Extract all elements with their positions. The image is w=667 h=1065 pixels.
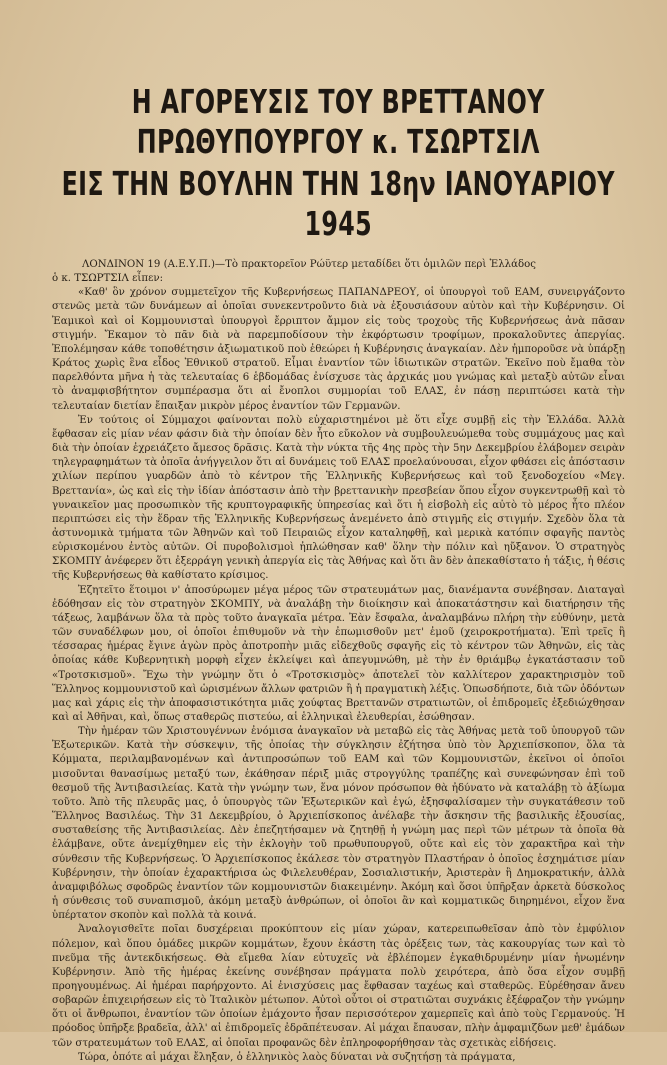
paragraph: Τώρα, ὁπότε αἱ μάχαι ἔληξαν, ὁ ἑλληνικὸς λαὸς δύναται νὰ συζητήσῃ τὰ πράγματα, [78, 1051, 516, 1063]
paragraph: «Καθ' ὃν χρόνον συμμετεῖχον τῆς Κυβερνήσεως ΠΑΠΑΝΔΡΕΟΥ, οἱ ὑπουργοὶ τοῦ ΕΑΜ, συνειργάζοντο στενῶς μετὰ τῶν δυνάμεων αἱ ὁποῖαι συνεκεντροῦντο διὰ νὰ ἐξουσιάσουν αὐτὸν καὶ τὴν Κυβέρνησιν. Οἱ Ἐαμικοὶ καὶ οἱ Κομμουνισταὶ ὑπουργοὶ ἔρριπτον ἄμμον εἰς τοὺς τροχοὺς τῆς Κυβερνήσεως ἀνὰ πᾶσαν στιγμήν. Ἔκαμον τὸ πᾶν διὰ νὰ παρεμποδίσουν τὴν ἐκφόρτωσιν τροφίμων, προκαλοῦντες ἀπεργίας. Ἐπολέμησαν κάθε τοποθέτησιν ἀξιωματικοῦ ποὺ ἐθεώρει ἡ Κυβέρνησις ἀναγκαίαν. Δὲν ἠμποροῦσε νὰ ὑπάρξῃ Κράτος χωρὶς ἓνα εἶδος Ἐθνικοῦ στρατοῦ. Εἶμαι ἐναντίον τῶν ἰδιωτικῶν στρατῶν. Ἐκεῖνο ποὺ ἔμαθα τὸν παρελθόντα μῆνα ἡ τὰς τελευταίας 6 ἑβδομάδας ἐνίσχυσε τὰς ἀρχικάς μου γνώμας καὶ μεταξὺ αὐτῶν εἶναι τὸ ἀναμφισβήτητον συμπέρασμα ὅτι αἱ ἔνοπλοι συμμορίαι τοῦ ΕΛΑΣ, ἐν πάσῃ περιπτώσει κατὰ τὴν τελευταίαν διετίαν ἔπαιξαν μικρὸν μέρος ἐναντίον τῶν Γερμανῶν. [52, 287, 625, 412]
byline: ὁ κ. ΤΣΩΡΤΣΙΛ εἶπεν: [52, 273, 164, 285]
headline-line-2: ΕΙΣ ΤΗΝ ΒΟΥΛΗΝ ΤΗΝ 18ην ΙΑΝΟΥΑΡΙΟΥ 1945 [61, 164, 616, 243]
paragraph: Τὴν ἡμέραν τῶν Χριστουγέννων ἐνόμισα ἀναγκαῖον νὰ μεταβῶ εἰς τὰς Ἀθήνας μετὰ τοῦ ὑπουργοῦ τῶν Ἐξωτερικῶν. Κατὰ τὴν σύσκεψιν, τῆς ὁποίας τὴν σύγκλησιν ἐζήτησα ὑπὸ τὸν Ἀρχιεπίσκοπον, ὅλα τὰ Κόμματα, περιλαμβανομένων καὶ ἀντιπροσώπων τοῦ ΕΑΜ καὶ τῶν Κομμουνιστῶν, ἐκεῖνοι οἱ ὁποῖοι μισοῦνται θανασίμως μεταξύ των, ἐκάθησαν πέριξ μιᾶς στρογγύλης τραπέζης καὶ συνεφώνησαν ἐπὶ τοῦ θεσμοῦ τῆς Ἀντιβασιλείας. Κατὰ τὴν γνώμην των, ἕνα μόνον πρόσωπον θὰ ἠδύνατο νὰ καταλάβῃ τὸ ἀξίωμα τοῦτο. Ἀπὸ τῆς πλευρᾶς μας, ὁ ὑπουργὸς τῶν Ἐξωτερικῶν καὶ ἐγώ, ἐξησφαλίσαμεν τὴν συγκατάθεσιν τοῦ Ἕλληνος Βασιλέως. Τὴν 31 Δεκεμβρίου, ὁ Ἀρχιεπίσκοπος ἀνέλαβε τὴν ἄσκησιν τῆς βασιλικῆς ἐξουσίας, συσταθείσης τῆς Ἀντιβασιλείας. Δὲν ἐπεζητήσαμεν νὰ ζητηθῇ ἡ γνώμη μας περὶ τῶν μέτρων τὰ ὁποῖα θὰ ἐλάμβανε, οὔτε ἀνεμίχθημεν εἰς τὴν ἐκλογὴν τοῦ πρωθυπουργοῦ, οὔτε καὶ εἰς τὸν χαρακτῆρα καὶ τὴν σύνθεσιν τῆς Κυβερνήσεως. Ὁ Ἀρχιεπίσκοπος ἐκάλεσε τὸν στρατηγὸν Πλαστήραν ὁ ὁποῖος ἐσχημάτισε μίαν Κυβέρνησιν, τὴν ὁποίαν ἐχαρακτήρισα ὡς Φιλελευθέραν, Σοσιαλιστικήν, Ἀριστερὰν ἢ Δημοκρατικήν, ἀλλὰ ἀναμφιβόλως σφοδρῶς ἐναντίον τῶν κομμουνιστῶν διακειμένην. Ἀκόμη καὶ ὅσοι ὑπῆρξαν ἀρκετὰ δύσκολος ἡ σύνθεσις τοῦ συναπισμοῦ, ἀκόμη μεταξὺ ἀνθρώπων, οἱ ὁποῖοι ἂν καὶ κομματικῶς διηρημένοι, εἶχον ἕνα ὑπέρτατον σκοπὸν καὶ πολλὰ τὰ κοινά. [52, 726, 625, 922]
paragraph: Ἀναλογισθεῖτε ποῖαι δυσχέρειαι προκύπτουν εἰς μίαν χώραν, κατερειπωθεῖσαν ἀπὸ τὸν ἐμφύλιον πόλεμον, καὶ ὅπου ὁμάδες μικρῶν κομμάτων, ἔχουν ἑκάστη τὰς ὀρέξεις των, τὰς κακουργίας των καὶ τὸ πνεῦμα τῆς ἀντεκδικήσεως. Θὰ εἴμεθα λίαν εὐτυχεῖς νὰ ἐβλέπομεν ἐγκαθιδρυμένην μίαν ἡνωμένην Κυβέρνησιν. Ἀπὸ τῆς ἡμέρας ἐκείνης συνέβησαν πράγματα πολὺ χειρότερα, ἀπὸ ὅσα εἶχον συμβῇ προηγουμένως. Αἱ ἡμέραι παρήρχοντο. Αἱ ἐνισχύσεις μας ἔφθασαν ταχέως καὶ σταθερῶς. Εὑρέθησαν ἄνευ σοβαρῶν ἐπιχειρήσεων εἰς τὸ Ἰταλικὸν μέτωπον. Αὐτοὶ οὗτοι οἱ στρατιῶται συχνάκις ἐξέφραζον τὴν γνώμην ὅτι οἱ ἄνθρωποι, ἐναντίον τῶν ὁποίων ἐμάχοντο ἦσαν περισσότερον χαμερπεῖς καὶ ἀπὸ τοὺς Γερμανούς. Ἡ πρόοδος ὑπῆρξε βραδεῖα, ἀλλ' αἱ ἐπιδρομεῖς ἐδρᾶπέτευσαν. Αἱ μάχαι ἔπαυσαν, πλὴν ἁμφαμιζδων μεθ' ἑμάδων τῶν στρατευμάτων τοῦ ΕΛΑΣ, αἱ ὁποῖαι προφανῶς δὲν ἐπληροφορήθησαν τὰς σχετικὰς εἰδήσεις. [52, 924, 625, 1049]
article-body [52, 258, 625, 1065]
headline-line-1: Η ΑΓΟΡΕΥΣΙΣ ΤΟΥ ΒΡΕΤΤΑΝΟΥ ΠΡΩΘΥΠΟΥΡΓΟΥ κ. ΤΣΩΡΤΣΙΛ [131, 82, 546, 161]
paragraph: Ἐν τούτοις οἱ Σύμμαχοι φαίνονται πολὺ εὐχαριστημένοι μὲ ὅτι εἶχε συμβῇ εἰς τὴν Ἑλλάδα. Ἀλλὰ ἔφθασαν εἰς μίαν νέαν φάσιν διὰ τὴν ὁποίαν δὲν ἦτο εὔκολον νὰ συμβουλευώμεθα τοὺς συμμάχους μας καὶ διὰ τὴν ὁποίαν ἐχρειάζετο ἄμεσος δρᾶσις. Κατὰ τὴν νύκτα τῆς 4ης πρὸς τὴν 5ην Δεκεμβρίου ἐλάβομεν σειρὰν τηλεγραφημάτων τὰ ὁποῖα ἀνήγγειλον ὅτι αἱ δυνάμεις τοῦ ΕΛΑΣ προελαύνουσαι, εἶχον φθάσει εἰς ἀπόστασιν χιλίων περίπου γυαρδῶν ἀπὸ τὸ κέντρον τῆς Ἑλληνικῆς Κυβερνήσεως καὶ τοῦ ξενοδοχείου «Μεγ. Βρεττανία», ὡς καὶ εἰς τὴν ἰδίαν ἀπόστασιν ἀπὸ τὴν βρεττανικὴν πρεσβείαν ὅπου εἶχον συγκεντρωθῇ καὶ τὸ γυναικεῖον μας προσωπικὸν τῆς κρυπτογραφικῆς ὑπηρεσίας καὶ ὅτι ἡ εἰσβολὴ εἰς αὐτὸ τὸ μέρος ἦτο πλέον περιπτώσει εἰς τὴν ἕδραν τῆς Ἑλληνικῆς Κυβερνήσεως ἀνεμένετο ἀπὸ στιγμῆς εἰς στιγμήν. Σχεδὸν ὅλα τὰ ἀστυνομικὰ τμήματα τῶν Ἀθηνῶν καὶ τοῦ Πειραιῶς εἶχον καταληφθῇ, καὶ μερικὰ κατόπιν σφαγῆς παντὸς εὑρισκομένου ἐντὸς αὐτῶν. Οἱ πυροβολισμοὶ ἠπλώθησαν καθ' ὅλην τὴν πόλιν καὶ ηὔξανον. Ὁ στρατηγὸς ΣΚΟΜΠΥ ἀνέφερεν ὅτι ἐξερράγη γενικὴ ἀπεργία εἰς τὰς Ἀθήνας καὶ ὅτι ἂν δὲν ἀπεκαθίστατο ἡ τάξις, ἡ θέσις τῆς Κυβερνήσεως θὰ καθίστατο κρίσιμος. [52, 414, 625, 582]
paragraph: Ἐζητεῖτο ἕτοιμοι ν' ἀποσύρωμεν μέγα μέρος τῶν στρατευμάτων μας, διανέμαντα συνέβησαν. Διαταγαὶ ἐδόθησαν εἰς τὸν στρατηγὸν ΣΚΟΜΠΥ, νὰ ἀναλάβῃ τὴν διοίκησιν καὶ ἀποκατάστησιν καὶ διατήρησιν τῆς τάξεως, λαμβάνων ὅλα τὰ πρὸς τοῦτο ἀναγκαῖα μέτρα. Ἐὰν ἔσφαλα, ἀναλαμβάνω πλήρη τὴν εὐθύνην, μετὰ τῶν συναδέλφων μου, οἱ ὁποῖοι ἐπιθυμοῦν νὰ τὴν ἐπωμισθοῦν μετ' ἐμοῦ (χειροκροτήματα). Ἐπὶ τρεῖς ἢ τέσσαρας ἡμέρας ἔγινε ἀγὼν πρὸς ἀποτροπὴν μιᾶς εἰδεχθοῦς σφαγῆς εἰς τὸ κέντρον τῶν Ἀθηνῶν, εἰς τὰς ὁποίας κάθε Κυβερνητικὴ μορφὴ εἶχεν ἐκλείψει καὶ ἀπεγυμνώθη, μὲ τὴν ἐν θριάμβῳ ἐγκατάστασιν τοῦ «Τροτσκισμοῦ». Ἔχω τὴν γνώμην ὅτι ὁ «Τροτσκισμὸς» ἀποτελεῖ τὸν καλλίτερον χαρακτηρισμὸν τοῦ Ἕλληνος κομμουνιστοῦ καὶ ὡρισμένων ἄλλων φατριῶν ἢ ἡ πραγματικὴ λέξις. Ὁπωσδήποτε, διὰ τῶν ὀδόντων μας καὶ χάρις εἰς τὴν ἀποφασιστικότητα μιᾶς χούφτας Βρεττανῶν στρατιωτῶν, οἱ ἐπιδρομεῖς ἐξεδιώχθησαν καὶ αἱ Ἀθῆναι, καὶ, ὅπως σταθερῶς πιστεύω, αἱ ἑλληνικαὶ ἐλευθερίαι, ἐσώθησαν. [52, 584, 625, 723]
dateline: ΛΟΝΔΙΝΟΝ 19 (Α.Ε.Υ.Π.)—Τὸ πρακτορεῖον Ρώϋτερ μεταδίδει ὅτι ὁμιλῶν περὶ Ἑλλάδος [82, 259, 536, 270]
